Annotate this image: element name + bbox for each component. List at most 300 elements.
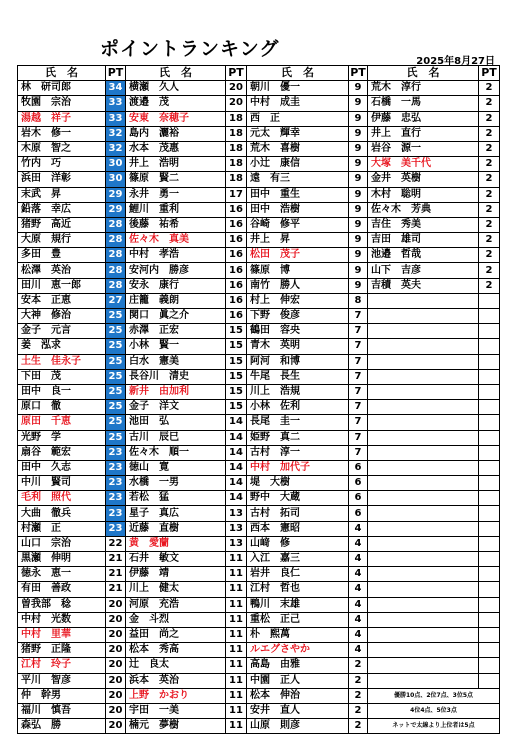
player-name: 吉積 英夫 (368, 278, 479, 293)
player-name: 岩木 修一 (18, 126, 106, 141)
table-row (18, 506, 500, 521)
player-name: 入江 嘉三 (247, 552, 349, 567)
player-points: 9 (349, 81, 368, 96)
player-points: 33 (106, 96, 126, 111)
player-name: 徳山 寛 (126, 460, 226, 475)
table-row (18, 202, 500, 217)
player-name: 朴 熙萬 (247, 627, 349, 642)
empty-cell (368, 400, 479, 415)
empty-cell (479, 491, 500, 506)
player-points: 7 (349, 309, 368, 324)
player-name: 末武 昇 (18, 187, 106, 202)
player-name: 星子 真広 (126, 506, 226, 521)
player-name: 松田 茂子 (247, 248, 349, 263)
empty-cell (479, 324, 500, 339)
player-points: 28 (106, 217, 126, 232)
table-row (18, 460, 500, 475)
player-points: 2 (479, 187, 500, 202)
player-points: 4 (349, 597, 368, 612)
table-row (18, 293, 500, 308)
empty-cell (368, 627, 479, 642)
player-name: 元太 輝幸 (247, 126, 349, 141)
player-name: 木村 聡明 (368, 187, 479, 202)
player-points: 9 (349, 172, 368, 187)
table-row (18, 339, 500, 354)
player-points: 7 (349, 430, 368, 445)
player-points: 15 (226, 369, 247, 384)
player-name: 川上 浩規 (247, 384, 349, 399)
player-points: 9 (349, 263, 368, 278)
player-points: 20 (226, 96, 247, 111)
player-name: 安永 康行 (126, 278, 226, 293)
table-row (18, 627, 500, 642)
player-points: 11 (226, 673, 247, 688)
player-points: 18 (226, 141, 247, 156)
empty-cell (368, 415, 479, 430)
player-points: 20 (226, 81, 247, 96)
player-name: 下田 茂 (18, 369, 106, 384)
player-points: 30 (106, 157, 126, 172)
player-points: 4 (349, 552, 368, 567)
table-row (18, 521, 500, 536)
player-points: 4 (349, 612, 368, 627)
table-row (18, 582, 500, 597)
player-points: 6 (349, 476, 368, 491)
player-name: 徳永 恵一 (18, 567, 106, 582)
player-points: 11 (226, 688, 247, 703)
pt-header: PT (350, 66, 366, 80)
player-points: 14 (226, 476, 247, 491)
points-note: ネットで太線より上位者は5点 (368, 719, 500, 734)
empty-cell (479, 460, 500, 475)
empty-cell (368, 324, 479, 339)
empty-cell (368, 309, 479, 324)
player-name: 山原 則彦 (247, 719, 349, 734)
name-header: 氏 名 (247, 66, 349, 81)
empty-cell (368, 506, 479, 521)
player-name: 古村 淳一 (247, 445, 349, 460)
pt-header: PT (226, 66, 247, 81)
points-note: 4位4点、5位3点 (368, 703, 500, 718)
empty-cell (368, 597, 479, 612)
player-name: 伊藤 靖 (126, 567, 226, 582)
player-points: 7 (349, 339, 368, 354)
player-name: 小林 賢一 (126, 339, 226, 354)
player-points: 25 (106, 354, 126, 369)
player-points: 23 (106, 506, 126, 521)
date-label: 2025年8月27日 (416, 56, 495, 67)
player-points: 2 (349, 673, 368, 688)
player-points: 20 (106, 627, 126, 642)
player-name: 多田 豊 (18, 248, 106, 263)
empty-cell (479, 521, 500, 536)
player-name: 佐々木 順一 (126, 445, 226, 460)
empty-cell (368, 491, 479, 506)
player-name: 福川 慎吾 (18, 703, 106, 718)
player-name: 大塚 美千代 (368, 157, 479, 172)
empty-cell (479, 384, 500, 399)
player-name: 松本 秀高 (126, 643, 226, 658)
player-points: 20 (106, 703, 126, 718)
empty-cell (368, 430, 479, 445)
player-points: 16 (226, 263, 247, 278)
player-name: 鴨川 末雄 (247, 597, 349, 612)
empty-cell (368, 536, 479, 551)
player-points: 9 (349, 217, 368, 232)
player-name: 田中 良一 (18, 384, 106, 399)
player-name: 篠原 博 (247, 263, 349, 278)
player-points: 27 (106, 293, 126, 308)
player-points: 9 (349, 157, 368, 172)
player-name: 光野 学 (18, 430, 106, 445)
player-name: 田中 久志 (18, 460, 106, 475)
player-points: 14 (226, 491, 247, 506)
empty-cell (479, 476, 500, 491)
player-points: 23 (106, 491, 126, 506)
table-row (18, 111, 500, 126)
player-points: 16 (226, 293, 247, 308)
table-row (18, 491, 500, 506)
table-row (18, 309, 500, 324)
player-name: 金子 元言 (18, 324, 106, 339)
player-name: 佐々木 芳典 (368, 202, 479, 217)
player-name: 中園 正人 (247, 673, 349, 688)
player-name: 近藤 直樹 (126, 521, 226, 536)
player-name: 有田 善政 (18, 582, 106, 597)
player-points: 20 (106, 658, 126, 673)
player-name: 岩谷 源一 (368, 141, 479, 156)
player-points: 16 (226, 309, 247, 324)
player-name: 山下 吉彦 (368, 263, 479, 278)
empty-cell (479, 445, 500, 460)
player-name: 宇田 一美 (126, 703, 226, 718)
player-points: 14 (226, 445, 247, 460)
table-row (18, 384, 500, 399)
table-row (18, 552, 500, 567)
table-row (18, 96, 500, 111)
empty-cell (479, 567, 500, 582)
player-points: 23 (106, 445, 126, 460)
player-name: 高島 由雅 (247, 658, 349, 673)
player-points: 20 (106, 597, 126, 612)
player-name: 岩井 良仁 (247, 567, 349, 582)
player-name: 林 研司郎 (18, 81, 106, 96)
pt-header: PT (479, 66, 500, 81)
player-points: 16 (226, 233, 247, 248)
player-points: 4 (349, 567, 368, 582)
empty-cell (479, 309, 500, 324)
empty-cell (368, 476, 479, 491)
empty-cell (368, 643, 479, 658)
player-name: 永井 勇一 (126, 187, 226, 202)
player-name: 長尾 圭一 (247, 415, 349, 430)
player-points: 25 (106, 400, 126, 415)
empty-cell (368, 445, 479, 460)
table-row (18, 476, 500, 491)
player-name: 井上 直行 (368, 126, 479, 141)
player-name: 平川 智彦 (18, 673, 106, 688)
name-header: 氏 名 (126, 66, 226, 81)
player-points: 2 (349, 658, 368, 673)
player-points: 7 (349, 324, 368, 339)
player-points: 14 (226, 460, 247, 475)
table-row (18, 187, 500, 202)
player-name: 曽我部 稔 (18, 597, 106, 612)
pt-header: PT (106, 66, 126, 81)
player-name: 大原 規行 (18, 233, 106, 248)
player-points: 11 (226, 643, 247, 658)
player-points: 14 (226, 415, 247, 430)
player-name: 水橋 一男 (126, 476, 226, 491)
player-name: 毛利 照代 (18, 491, 106, 506)
player-name: 金井 英樹 (368, 172, 479, 187)
player-name: 小林 佐利 (247, 400, 349, 415)
player-name: 川上 健太 (126, 582, 226, 597)
player-points: 9 (349, 96, 368, 111)
empty-cell (479, 597, 500, 612)
player-points: 16 (226, 217, 247, 232)
player-points: 7 (349, 354, 368, 369)
player-points: 11 (226, 612, 247, 627)
player-name: 安本 正恵 (18, 293, 106, 308)
player-name: 長谷川 清史 (126, 369, 226, 384)
player-points: 21 (106, 552, 126, 567)
player-points: 18 (226, 172, 247, 187)
player-points: 32 (106, 141, 126, 156)
player-name: 石井 敏文 (126, 552, 226, 567)
player-points: 6 (349, 460, 368, 475)
player-points: 15 (226, 354, 247, 369)
table-row (18, 157, 500, 172)
player-name: 江村 哲也 (247, 582, 349, 597)
player-points: 11 (226, 597, 247, 612)
player-name: 姫野 真二 (247, 430, 349, 445)
player-points: 9 (349, 233, 368, 248)
player-name: 森弘 勝 (18, 719, 106, 734)
table-row (18, 369, 500, 384)
player-name: 黒瀬 伸明 (18, 552, 106, 567)
player-name: 鉛落 幸広 (18, 202, 106, 217)
player-name: 安井 直人 (247, 703, 349, 718)
empty-cell (368, 673, 479, 688)
empty-cell (479, 506, 500, 521)
table-row (18, 597, 500, 612)
player-name: 阿河 和博 (247, 354, 349, 369)
player-points: 33 (106, 111, 126, 126)
player-points: 13 (226, 506, 247, 521)
player-points: 4 (349, 536, 368, 551)
player-points: 21 (106, 567, 126, 582)
player-points: 20 (106, 643, 126, 658)
player-points: 2 (479, 202, 500, 217)
player-name: 西本 憲昭 (247, 521, 349, 536)
name-header: 氏 名 (368, 66, 479, 81)
player-name: 松澤 英治 (18, 263, 106, 278)
player-points: 4 (349, 582, 368, 597)
player-name: 田中 重生 (247, 187, 349, 202)
table-row (18, 278, 500, 293)
ranking-table (17, 65, 500, 734)
player-points: 9 (349, 126, 368, 141)
player-points: 2 (479, 81, 500, 96)
table-row (18, 172, 500, 187)
player-points: 2 (349, 703, 368, 718)
player-name: 井上 浩明 (126, 157, 226, 172)
player-name: 辻 良太 (126, 658, 226, 673)
player-name: 若松 猛 (126, 491, 226, 506)
player-name: 牛尾 長生 (247, 369, 349, 384)
player-name: 田川 恵一郎 (18, 278, 106, 293)
table-row (18, 126, 500, 141)
player-points: 2 (479, 111, 500, 126)
player-name: 猪野 高近 (18, 217, 106, 232)
player-points: 16 (226, 278, 247, 293)
empty-cell (479, 612, 500, 627)
player-name: 下野 俊彦 (247, 309, 349, 324)
player-points: 6 (349, 491, 368, 506)
player-name: 石橋 一馬 (368, 96, 479, 111)
player-points: 9 (349, 187, 368, 202)
player-points: 29 (106, 202, 126, 217)
player-name: 上野 かおり (126, 688, 226, 703)
player-points: 9 (349, 248, 368, 263)
player-name: 吉田 雄司 (368, 233, 479, 248)
player-name: 白水 憲美 (126, 354, 226, 369)
player-points: 16 (226, 202, 247, 217)
player-points: 2 (479, 278, 500, 293)
player-name: 荒木 淳行 (368, 81, 479, 96)
player-points: 32 (106, 126, 126, 141)
player-points: 25 (106, 430, 126, 445)
player-points: 20 (106, 688, 126, 703)
empty-cell (479, 339, 500, 354)
table-row (18, 400, 500, 415)
player-name: 浜田 洋彰 (18, 172, 106, 187)
table-row (18, 567, 500, 582)
player-name: 青木 英明 (247, 339, 349, 354)
player-name: 篠原 賢二 (126, 172, 226, 187)
player-name: 牧園 宗治 (18, 96, 106, 111)
player-points: 9 (349, 202, 368, 217)
empty-cell (479, 536, 500, 551)
player-points: 18 (226, 111, 247, 126)
player-points: 23 (106, 521, 126, 536)
player-points: 25 (106, 415, 126, 430)
player-name: 佐々木 真美 (126, 233, 226, 248)
player-points: 29 (106, 187, 126, 202)
player-points: 15 (226, 384, 247, 399)
player-points: 30 (106, 172, 126, 187)
player-points: 28 (106, 263, 126, 278)
player-name: 井上 昇 (247, 233, 349, 248)
empty-cell (479, 582, 500, 597)
table-row (18, 141, 500, 156)
table-row (18, 643, 500, 658)
player-name: 山﨑 修 (247, 536, 349, 551)
empty-cell (479, 400, 500, 415)
player-name: 水本 茂惠 (126, 141, 226, 156)
empty-cell (368, 521, 479, 536)
player-name: 重松 正己 (247, 612, 349, 627)
player-name: 扇谷 範宏 (18, 445, 106, 460)
player-name: 中川 賢司 (18, 476, 106, 491)
player-points: 4 (349, 627, 368, 642)
player-name: 大曲 徹兵 (18, 506, 106, 521)
player-points: 20 (106, 673, 126, 688)
player-points: 18 (226, 126, 247, 141)
player-name: 島内 灑裕 (126, 126, 226, 141)
name-header: 氏 名 (18, 66, 106, 81)
player-points: 15 (226, 339, 247, 354)
header-row (18, 66, 500, 81)
player-name: 中村 孝浩 (126, 248, 226, 263)
player-name: 金 斗烈 (126, 612, 226, 627)
player-name: 西 正 (247, 111, 349, 126)
player-points: 2 (479, 217, 500, 232)
player-points: 17 (226, 187, 247, 202)
points-note: 優勝10点、2位7点、3位5点 (368, 688, 500, 703)
player-points: 7 (349, 384, 368, 399)
player-name: 池邉 哲哉 (368, 248, 479, 263)
empty-cell (479, 643, 500, 658)
player-name: 浜本 英治 (126, 673, 226, 688)
player-name: 益田 尚之 (126, 627, 226, 642)
empty-cell (479, 658, 500, 673)
player-points: 25 (106, 324, 126, 339)
empty-cell (368, 582, 479, 597)
table-row (18, 233, 500, 248)
player-name: 赤澤 正宏 (126, 324, 226, 339)
table-row (18, 658, 500, 673)
player-name: 野中 大蔵 (247, 491, 349, 506)
empty-cell (368, 612, 479, 627)
empty-cell (479, 552, 500, 567)
table-row (18, 445, 500, 460)
player-name: 松本 伸治 (247, 688, 349, 703)
player-points: 11 (226, 567, 247, 582)
table-row (18, 536, 500, 551)
player-name: 古村 拓司 (247, 506, 349, 521)
player-points: 7 (349, 400, 368, 415)
empty-cell (479, 430, 500, 445)
player-name: 姜 泓求 (18, 339, 106, 354)
player-name: 原口 徹 (18, 400, 106, 415)
player-name: 山口 宗治 (18, 536, 106, 551)
player-points: 7 (349, 369, 368, 384)
player-points: 6 (349, 506, 368, 521)
player-name: 伊藤 忠弘 (368, 111, 479, 126)
player-name: 安東 奈穂子 (126, 111, 226, 126)
player-points: 7 (349, 445, 368, 460)
player-name: 中村 加代子 (247, 460, 349, 475)
player-points: 28 (106, 248, 126, 263)
player-name: 朝川 優一 (247, 81, 349, 96)
player-points: 2 (349, 719, 368, 734)
player-points: 28 (106, 278, 126, 293)
empty-cell (479, 293, 500, 308)
table-row (18, 612, 500, 627)
player-points: 9 (349, 111, 368, 126)
empty-cell (479, 627, 500, 642)
player-name: ルエグさやか (247, 643, 349, 658)
empty-cell (479, 354, 500, 369)
table-row (18, 217, 500, 232)
player-points: 11 (226, 719, 247, 734)
player-name: 関口 眞之介 (126, 309, 226, 324)
player-name: 黄 愛蘭 (126, 536, 226, 551)
player-points: 2 (349, 688, 368, 703)
player-points: 2 (479, 172, 500, 187)
